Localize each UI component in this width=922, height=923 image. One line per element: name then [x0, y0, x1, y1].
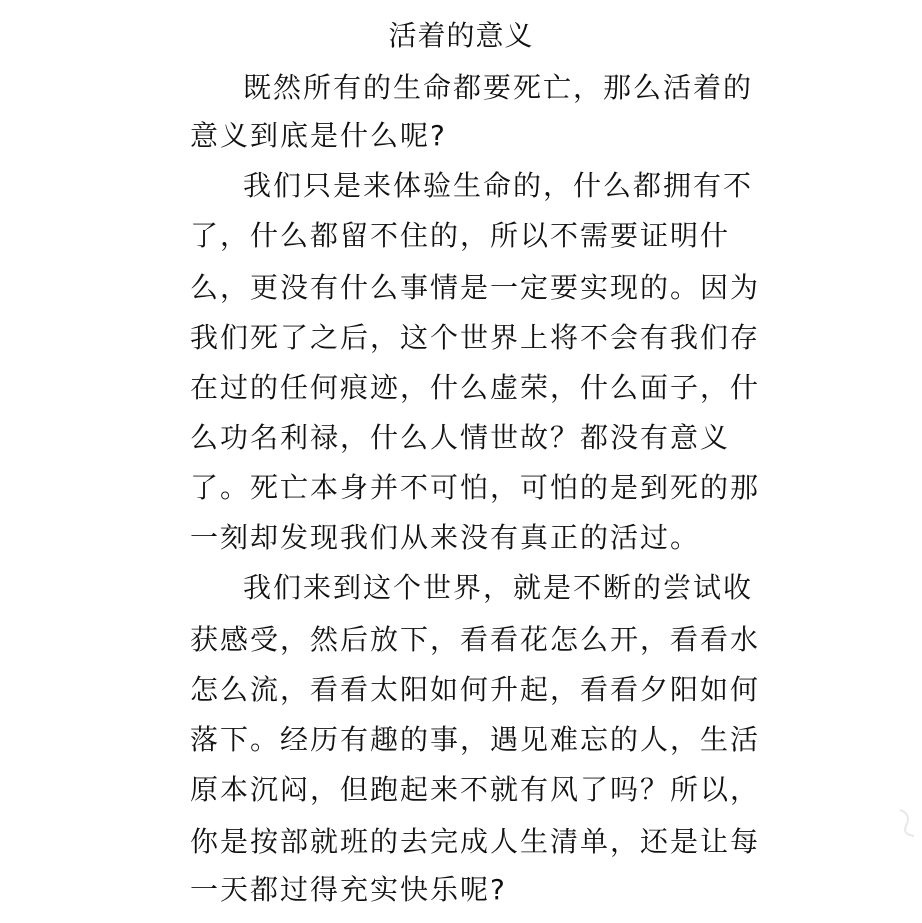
paragraph-2-line-1: 我们只是来体验生命的，什么都拥有不: [243, 169, 754, 202]
paragraph-3-line-4: 落下。经历有趣的事，遇见难忘的人，生活: [190, 723, 761, 756]
paragraph-1-line-1: 既然所有的生命都要死亡，那么活着的: [243, 71, 754, 104]
paragraph-2-line-6: 么功名利禄，什么人情世故？都没有意义: [190, 421, 731, 454]
document-title: 活着的意义: [388, 19, 534, 52]
paragraph-3-line-7: 一天都过得充实快乐呢?: [190, 873, 507, 906]
watermark-icon: [892, 800, 922, 840]
paragraph-2-line-3: 么，更没有什么事情是一定要实现的。因为: [190, 271, 761, 304]
paragraph-2-line-7: 了。死亡本身并不可怕，可怕的是到死的那: [190, 471, 761, 504]
paragraph-3-line-1: 我们来到这个世界，就是不断的尝试收: [243, 571, 754, 604]
paragraph-2-line-5: 在过的任何痕迹，什么虚荣，什么面子，什: [190, 371, 761, 404]
paragraph-3-line-6: 你是按部就班的去完成人生清单，还是让每: [190, 825, 761, 858]
paragraph-1-line-2: 意义到底是什么呢?: [190, 119, 447, 152]
paragraph-2-line-4: 我们死了之后，这个世界上将不会有我们存: [190, 321, 761, 354]
paragraph-2-line-2: 了，什么都留不住的，所以不需要证明什: [190, 219, 731, 252]
paragraph-3-line-3: 怎么流，看看太阳如何升起，看看夕阳如何: [190, 673, 761, 706]
paragraph-3-line-5: 原本沉闷，但跑起来不就有风了吗？所以，: [190, 773, 761, 806]
paragraph-2-line-8: 一刻却发现我们从来没有真正的活过。: [190, 521, 701, 554]
paragraph-3-line-2: 获感受，然后放下，看看花怎么开，看看水: [190, 623, 761, 656]
